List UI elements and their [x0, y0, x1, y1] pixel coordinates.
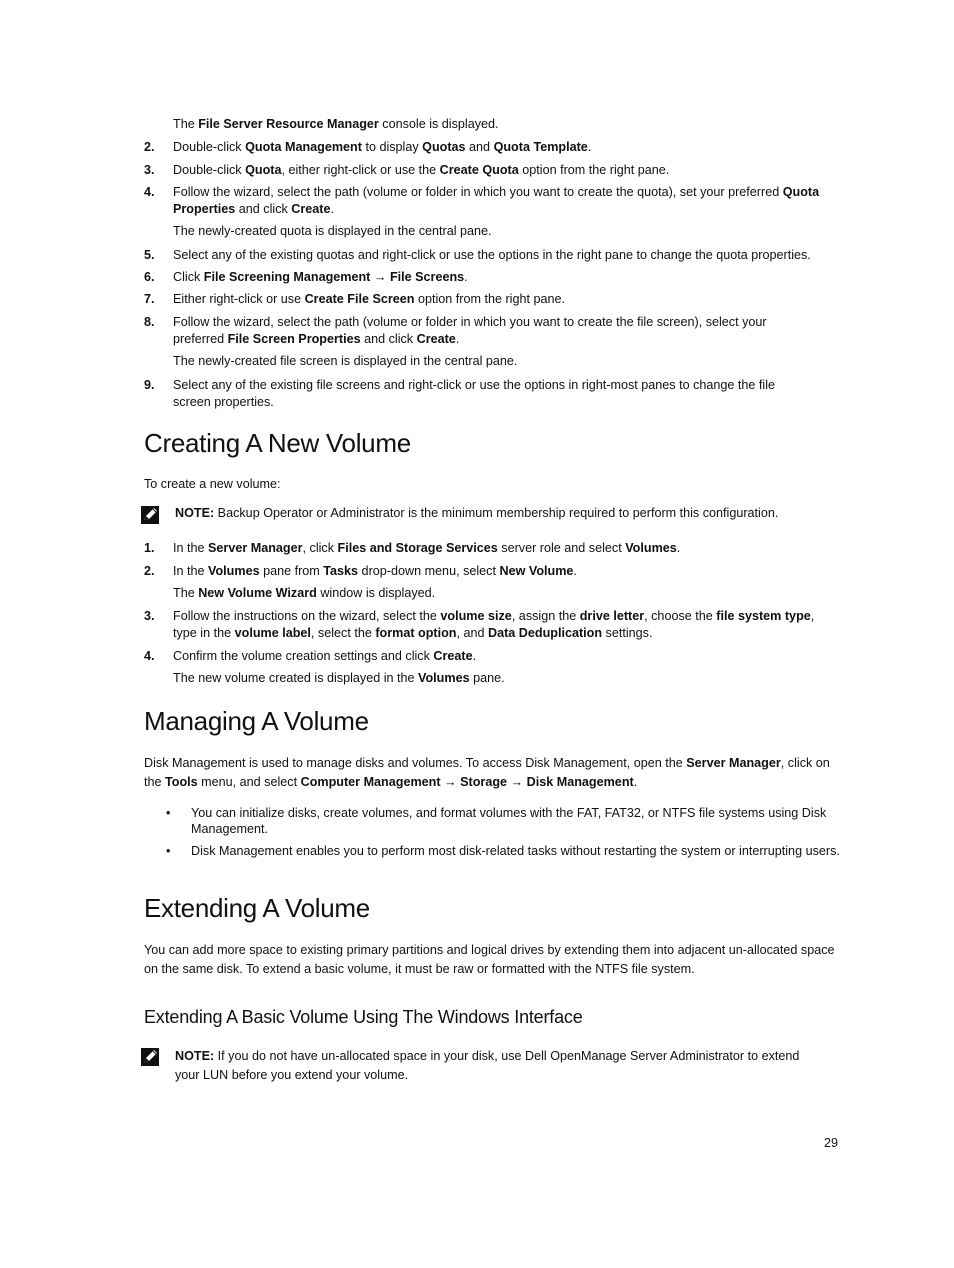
- bold-term: Storage: [460, 775, 508, 789]
- text-run: Double-click: [173, 163, 246, 177]
- text-run: In the: [173, 541, 209, 555]
- text-run: server role and select: [497, 541, 626, 555]
- bullet-text: Disk Management enables you to perform most disk-related tasks without restarting the system or interrupting users.: [191, 844, 840, 858]
- text-run: The: [173, 586, 199, 600]
- text-run: →: [507, 775, 527, 789]
- text-run: pane.: [469, 671, 505, 685]
- text-run: .: [464, 270, 468, 284]
- bold-term: Create: [416, 332, 456, 346]
- text-run: The newly-created quota is displayed in the central pane.: [173, 224, 492, 238]
- bold-term: Quota Template: [493, 140, 588, 154]
- text-run: The newly-created file screen is displayed in the central pane.: [173, 354, 518, 368]
- text-run: .: [472, 649, 477, 663]
- text-run: drop-down menu, select: [358, 564, 500, 578]
- bold-term: Quota: [245, 163, 282, 177]
- text-run: , select the: [310, 626, 376, 640]
- bold-term: format option: [375, 626, 457, 640]
- bold-term: Data Deduplication: [488, 626, 603, 640]
- text-run: pane from: [259, 564, 324, 578]
- step-text: [173, 648, 843, 665]
- text-run: .: [573, 564, 577, 578]
- bold-term: Create File Screen: [304, 292, 415, 306]
- bullet-marker: •: [166, 806, 171, 820]
- text-run: Disk Management is used to manage disks and volumes. To access Disk Management, open the: [144, 756, 687, 770]
- section-heading-managing: Managing A Volume: [144, 706, 369, 736]
- page-number: 29: [823, 1136, 838, 1150]
- bold-term: New Volume Wizard: [198, 586, 317, 600]
- step-number: 4.: [144, 185, 155, 199]
- text-run: .: [330, 202, 334, 216]
- section-intro: To create a new volume:: [144, 477, 281, 491]
- bold-term: Create: [433, 649, 473, 663]
- step-text: [173, 139, 843, 156]
- bold-term: Computer Management: [300, 775, 441, 789]
- step-text: [173, 184, 843, 218]
- bold-term: Tasks: [323, 564, 359, 578]
- bold-term: Quota Properties: [173, 185, 820, 216]
- step-number: 8.: [144, 315, 155, 329]
- bold-term: volume size: [440, 609, 512, 623]
- step-result-text: [173, 585, 843, 602]
- text-run: The new volume created is displayed in the: [173, 671, 419, 685]
- step-result-text: [173, 670, 843, 687]
- bold-term: Create: [291, 202, 331, 216]
- bold-term: Server Manager: [686, 756, 781, 770]
- step-result-text: [173, 223, 843, 240]
- text-run: Either right-click or use: [173, 292, 305, 306]
- text-run: , type in the: [173, 609, 815, 640]
- text-run: →: [370, 270, 390, 284]
- text-run: .: [587, 140, 592, 154]
- text-run: , assign the: [511, 609, 580, 623]
- step-text: [173, 314, 813, 348]
- text-run: Confirm the volume creation settings and click: [173, 649, 434, 663]
- text-run: .: [633, 775, 638, 789]
- step-number: 3.: [144, 609, 155, 623]
- text-run: and: [465, 140, 494, 154]
- bold-term: Quota Management: [245, 140, 362, 154]
- bold-term: file system type: [716, 609, 811, 623]
- text-run: , click: [302, 541, 338, 555]
- bold-term: New Volume: [499, 564, 574, 578]
- text-run: The: [173, 117, 199, 131]
- step-number: 9.: [144, 378, 155, 392]
- step-number: 6.: [144, 270, 155, 284]
- text-run: window is displayed.: [316, 586, 436, 600]
- section-intro: You can add more space to existing primary partitions and logical drives by extending them into adjacent un-allocated space on the same disk. To extend a basic volume, it must be raw or formatted with the NTFS file system.: [144, 943, 835, 976]
- bold-term: Server Manager: [208, 541, 303, 555]
- bold-term: File Screening Management: [203, 270, 371, 284]
- step-text: [173, 540, 843, 557]
- text-run: Click: [173, 270, 204, 284]
- bold-term: Quotas: [422, 140, 466, 154]
- text-run: console is displayed.: [378, 117, 499, 131]
- step-result-text: [173, 353, 843, 370]
- text-run: Select any of the existing file screens and right-click or use the options in right-most panes to change the file screen properties.: [173, 378, 776, 409]
- bold-term: Volumes: [208, 564, 260, 578]
- bold-term: File Screen Properties: [227, 332, 361, 346]
- text-run: .: [676, 541, 681, 555]
- note-text: Backup Operator or Administrator is the minimum membership required to perform this configuration.: [214, 506, 779, 520]
- text-run: option from the right pane.: [518, 163, 670, 177]
- bold-term: Create Quota: [439, 163, 519, 177]
- step-text: [173, 116, 843, 133]
- text-run: In the: [173, 564, 209, 578]
- text-run: Double-click: [173, 140, 246, 154]
- bold-term: File Screens: [389, 270, 465, 284]
- pencil-note-icon: [140, 505, 162, 525]
- bold-term: Files and Storage Services: [337, 541, 498, 555]
- section-heading-extending: Extending A Volume: [144, 893, 370, 923]
- text-run: Follow the wizard, select the path (volume or folder in which you want to create the quota), set your preferred: [173, 185, 783, 199]
- note-label: NOTE:: [175, 506, 215, 520]
- step-text: [173, 291, 843, 308]
- bullet-marker: •: [166, 844, 171, 858]
- pencil-note-icon: [140, 1047, 162, 1067]
- text-run: , click on the: [144, 756, 830, 789]
- bold-term: Disk Management: [526, 775, 634, 789]
- step-text: [173, 608, 823, 642]
- step-text: [173, 269, 843, 286]
- bold-term: Volumes: [625, 541, 677, 555]
- text-run: , choose the: [644, 609, 717, 623]
- section-intro: [144, 754, 836, 792]
- note-text: If you do not have un-allocated space in your disk, use Dell OpenManage Server Administrator to extend your LUN before you extend your volume.: [175, 1049, 800, 1082]
- bold-term: Volumes: [418, 671, 470, 685]
- text-run: Follow the wizard, select the path (volume or folder in which you want to create the file screen), select your preferred: [173, 315, 767, 346]
- step-number: 3.: [144, 163, 155, 177]
- text-run: Select any of the existing quotas and right-click or use the options in the right pane to change the quota properties.: [173, 248, 811, 262]
- text-run: settings.: [602, 626, 653, 640]
- step-text: [173, 247, 853, 264]
- step-text: [173, 377, 813, 411]
- step-number: 2.: [144, 140, 155, 154]
- section-heading-new-volume: Creating A New Volume: [144, 428, 411, 458]
- text-run: .: [455, 332, 460, 346]
- text-run: Follow the instructions on the wizard, select the: [173, 609, 441, 623]
- step-text: [173, 162, 843, 179]
- bold-term: drive letter: [579, 609, 645, 623]
- step-number: 7.: [144, 292, 155, 306]
- text-run: and click: [360, 332, 417, 346]
- text-run: →: [440, 775, 461, 789]
- step-number: 5.: [144, 248, 155, 262]
- text-run: to display: [361, 140, 423, 154]
- text-run: , either right-click or use the: [281, 163, 440, 177]
- bullet-text: You can initialize disks, create volumes, and format volumes with the FAT, FAT32, or NTFS file systems using Disk Management.: [191, 806, 827, 836]
- step-number: 2.: [144, 564, 155, 578]
- step-number: 1.: [144, 541, 155, 555]
- text-run: , and: [456, 626, 488, 640]
- bold-term: volume label: [234, 626, 311, 640]
- text-run: and click: [235, 202, 292, 216]
- text-run: option from the right pane.: [414, 292, 566, 306]
- note-label: NOTE:: [175, 1049, 215, 1063]
- subsection-heading: Extending A Basic Volume Using The Windows Interface: [144, 1007, 583, 1027]
- bold-term: Tools: [165, 775, 198, 789]
- step-number: 4.: [144, 649, 155, 663]
- step-text: [173, 563, 843, 580]
- text-run: menu, and select: [197, 775, 301, 789]
- bold-term: File Server Resource Manager: [198, 117, 379, 131]
